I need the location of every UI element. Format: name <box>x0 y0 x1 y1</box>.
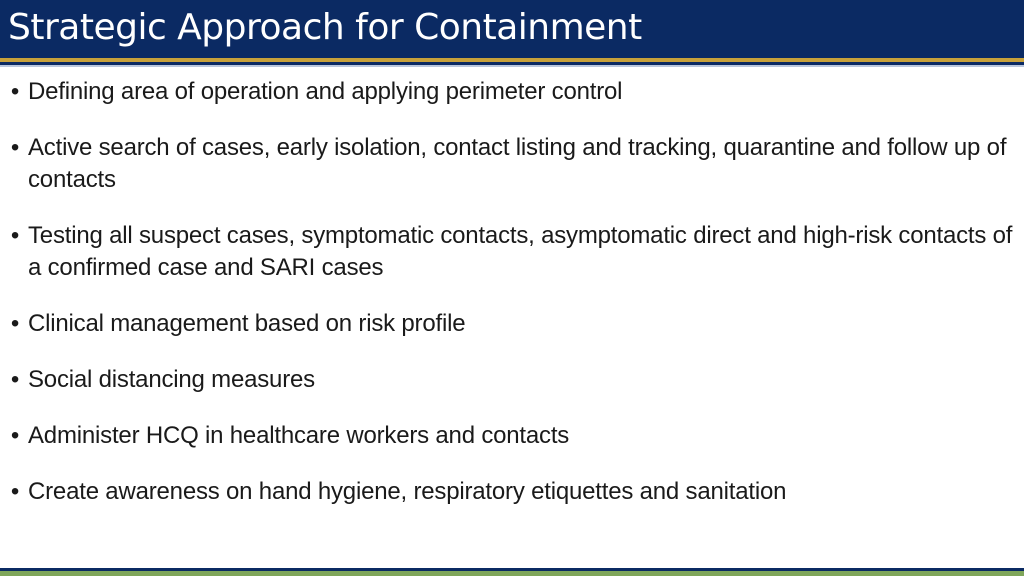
bullet-text: Administer HCQ in healthcare workers and contacts <box>28 422 570 449</box>
footer-divider-green <box>0 571 1024 576</box>
bullet-icon: • <box>10 222 20 249</box>
bullet-icon: • <box>10 366 20 393</box>
bullet-icon: • <box>10 78 20 105</box>
bullet-icon: • <box>10 478 20 505</box>
bullet-text: Testing all suspect cases, symptomatic contacts, asymptomatic direct and high-risk contacts of a confirmed case and SARI cases <box>28 222 1013 281</box>
title-bar <box>0 0 1024 58</box>
bullet-item <box>8 420 1018 452</box>
bullet-item <box>8 220 1018 284</box>
bullet-icon: • <box>10 310 20 337</box>
bullet-text: Social distancing measures <box>28 366 315 393</box>
bullet-item <box>8 76 1018 108</box>
bullet-item <box>8 476 1018 508</box>
bullet-item <box>8 308 1018 340</box>
bullet-icon: • <box>10 422 20 449</box>
slide-title: Strategic Approach for Containment <box>8 7 642 48</box>
bullet-text: Create awareness on hand hygiene, respiratory etiquettes and sanitation <box>28 478 787 505</box>
bullet-text: Clinical management based on risk profile <box>28 310 466 337</box>
bullet-text: Active search of cases, early isolation, contact listing and tracking, quarantine and follow up of contacts <box>28 134 1007 193</box>
bullet-item <box>8 132 1018 196</box>
bullet-icon: • <box>10 134 20 161</box>
bullet-list <box>8 76 1018 532</box>
bullet-text: Defining area of operation and applying perimeter control <box>28 78 623 105</box>
bullet-item <box>8 364 1018 396</box>
title-divider-light <box>0 65 1024 67</box>
